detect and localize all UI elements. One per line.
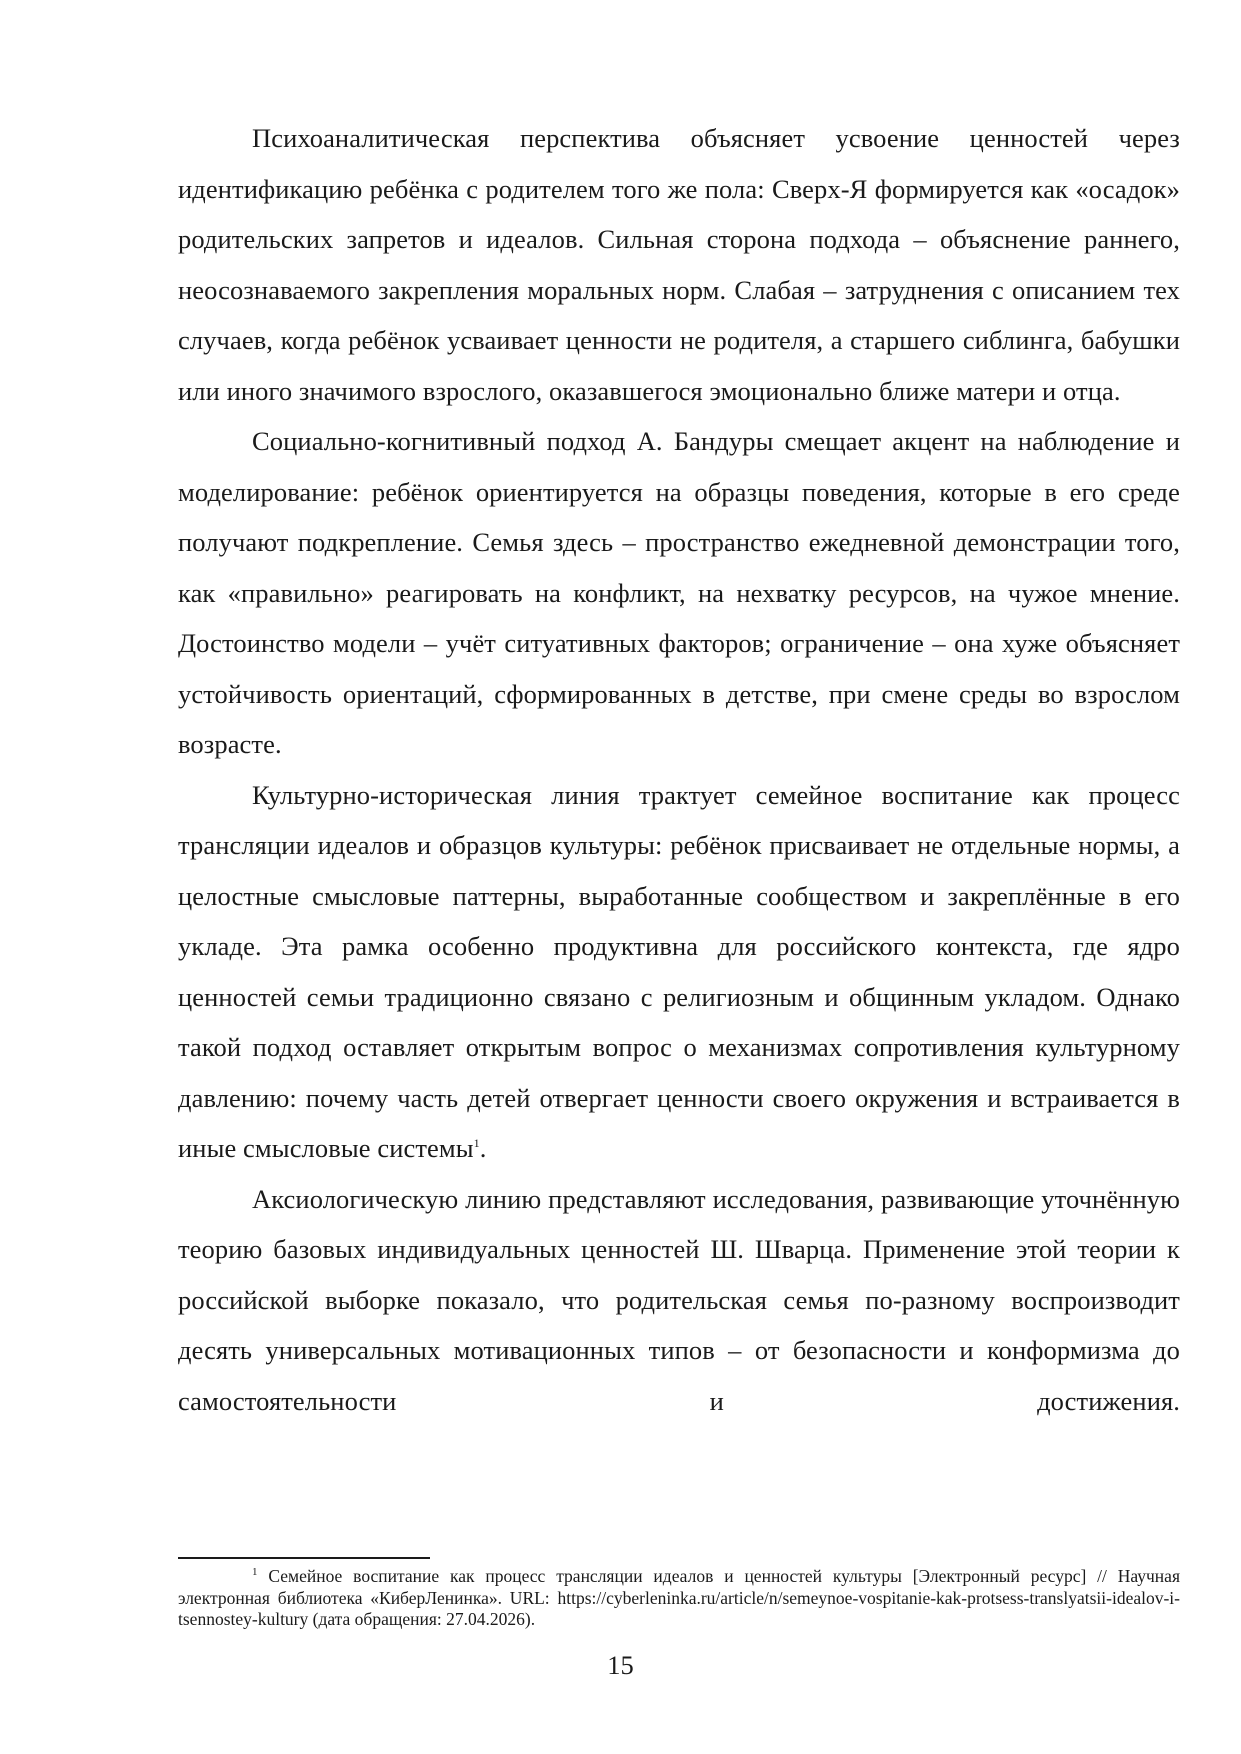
- paragraph-text: Аксиологическую линию представляют исследования, развивающие уточнённую теорию базовых индивидуальных ценностей Ш. Шварца. Применение этой теории к российской выборке показало, что родительская семья по-разному воспроизводит десять универсальных мотивационных типов – от безопасности и конформизма до самостоятельности и достижения.: [178, 1183, 1180, 1416]
- paragraph-text: Социально-когнитивный подход А. Бандуры смещает акцент на наблюдение и моделирование: ребёнок ориентируется на образцы поведения, которые в его среде получают подкрепление. Семья здесь – пространство ежедневной демонстрации того, как «правильно» реагировать на конфликт, на нехватку ресурсов, на чужое мнение. Достоинство модели – учёт ситуативных факторов; ограничение – она хуже объясняет устойчивость ориентаций, сформированных в детстве, при смене среды во взрослом возрасте.: [178, 426, 1180, 759]
- paragraph-cultural-historical: [178, 770, 1180, 1174]
- footnote-area: [178, 1557, 1180, 1631]
- footnote-mark: 1: [252, 1566, 258, 1579]
- footnote: [178, 1566, 1180, 1631]
- paragraph-social-cognitive: [178, 416, 1180, 770]
- paragraph-text-end: .: [479, 1133, 487, 1163]
- paragraph-text: Психоаналитическая перспектива объясняет усвоение ценностей через идентификацию ребёнка с родителем того же пола: Сверх-Я формируется как «осадок» родительских запретов и идеалов. Сильная сторона подхода – объяснение раннего, неосознаваемого закрепления моральных норм. Слабая – затруднения с описанием тех случаев, когда ребёнок усваивает ценности не родителя, а старшего сиблинга, бабушки или иного значимого взрослого, оказавшегося эмоционально ближе матери и отца.: [178, 123, 1180, 406]
- paragraph-axiological: [178, 1174, 1180, 1427]
- paragraph-text: Культурно-историческая линия трактует семейное воспитание как процесс трансляции идеалов и образцов культуры: ребёнок присваивает не отдельные нормы, а целостные смысловые паттерны, выработанные сообществом и закреплённые в его укладе. Эта рамка особенно продуктивна для российского контекста, где ядро ценностей семьи традиционно связано с религиозным и общинным укладом. Однако такой подход оставляет открытым вопрос о механизмах сопротивления культурному давлению: почему часть детей отвергает ценности своего окружения и встраивается в иные смысловые системы: [178, 779, 1180, 1163]
- footnote-separator: [178, 1557, 430, 1559]
- footnote-text: Семейное воспитание как процесс трансляции идеалов и ценностей культуры [Электронный ресурс] // Научная электронная библиотека «КиберЛенинка». URL: https://cyberleninka.ru/article/n/semeynoe-vospitanie-kak-protsess-translyatsii-idealov-i-tsennostey-kultury (дата обращения: 27.04.2026).: [178, 1566, 1180, 1629]
- page-number: 15: [607, 1650, 634, 1680]
- paragraph-psychoanalytic: [178, 113, 1180, 416]
- page-body: [178, 113, 1180, 1426]
- footnote-reference[interactable]: 1: [473, 1136, 480, 1151]
